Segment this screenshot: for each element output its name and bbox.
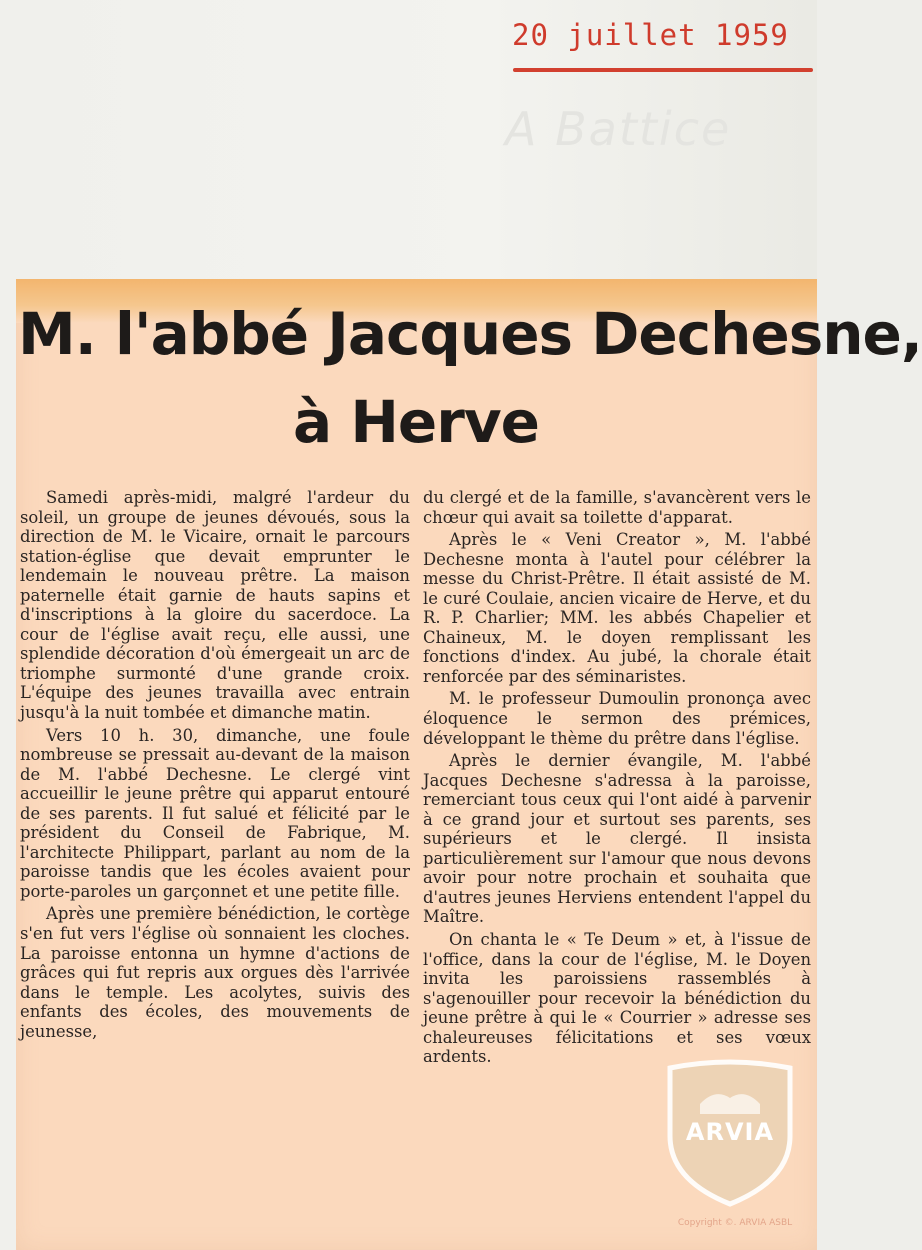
paragraph: du clergé et de la famille, s'avancèrent vers le chœur qui avait sa toilette d'apparat. <box>423 488 811 527</box>
paragraph: On chanta le « Te Deum » et, à l'issue de l'office, dans la cour de l'église, M. le Doyen invita les paroissiens rassemblés à s'agenouiller pour recevoir la bénédiction du jeune prêtre à qui le « Courrier » adresse ses chaleureuses félicitations et ses vœux ardents. <box>423 930 811 1067</box>
ghost-heading: A Battice <box>505 102 732 156</box>
arvia-seal-icon <box>660 1058 800 1208</box>
paragraph: Après le « Veni Creator », M. l'abbé Dechesne monta à l'autel pour célébrer la messe du Christ-Prêtre. Il était assisté de M. le curé Coulaie, ancien vicaire de Herve, et du R. P. Charlier; MM. les abbés Chapelier et Chaineux, M. le doyen remplissant les fonctions d'index. Au jubé, la chorale était renforcée par des séminaristes. <box>423 530 811 686</box>
headline-line-1: M. l'abbé Jacques Dechesne, <box>18 300 922 368</box>
date-underline <box>513 68 813 72</box>
paragraph: M. le professeur Dumoulin prononça avec éloquence le sermon des prémices, développant le thème du prêtre dans l'église. <box>423 689 811 748</box>
paragraph: Après une première bénédiction, le cortège s'en fut vers l'église où sonnaient les cloches. La paroisse entonna un hymne d'actions de grâces qui fut repris aux orgues dès l'arrivée dans le temple. Les acolytes, suivis des enfants des écoles, des mouvements de jeunesse, <box>20 904 410 1041</box>
stamp-label: ARVIA <box>685 1118 775 1146</box>
article-column-left <box>20 488 410 1208</box>
paragraph: Après le dernier évangile, M. l'abbé Jacques Dechesne s'adressa à la paroisse, remerciant tous ceux qui l'ont aidé à parvenir à ce grand jour et surtout ses parents, ses supérieurs et le clergé. Il insista particulièrement sur l'amour que nous devons avoir pour notre prochain et souhaita que d'autres jeunes Herviens entendent l'appel du Maître. <box>423 751 811 927</box>
paragraph: Samedi après-midi, malgré l'ardeur du soleil, un groupe de jeunes dévoués, sous la direction de M. le Vicaire, ornait le parcours station-église que devait emprunter le lendemain le nouveau prêtre. La maison paternelle était garnie de hauts sapins et d'inscriptions à la gloire du sacerdoce. La cour de l'église avait reçu, elle aussi, une splendide décoration d'où émergeait un arc de triomphe surmonté d'une grande croix. L'équipe des jeunes travailla avec entrain jusqu'à la nuit tombée et dimanche matin. <box>20 488 410 723</box>
copyright-notice: Copyright ©. ARVIA ASBL <box>677 1218 793 1228</box>
headline-line-2: à Herve <box>293 388 539 456</box>
article-headline <box>18 290 922 468</box>
clipping-date: 20 juillet 1959 <box>512 18 789 52</box>
paragraph: Vers 10 h. 30, dimanche, une foule nombreuse se pressait au-devant de la maison de M. l'abbé Dechesne. Le clergé vint accueillir le jeune prêtre qui apparut entouré de ses parents. Il fut salué et félicité par le président du Conseil de Fabrique, M. l'architecte Philippart, parlant au nom de la paroisse tandis que les écoles avaient pour porte-paroles un garçonnet et une petite fille. <box>20 725 410 901</box>
